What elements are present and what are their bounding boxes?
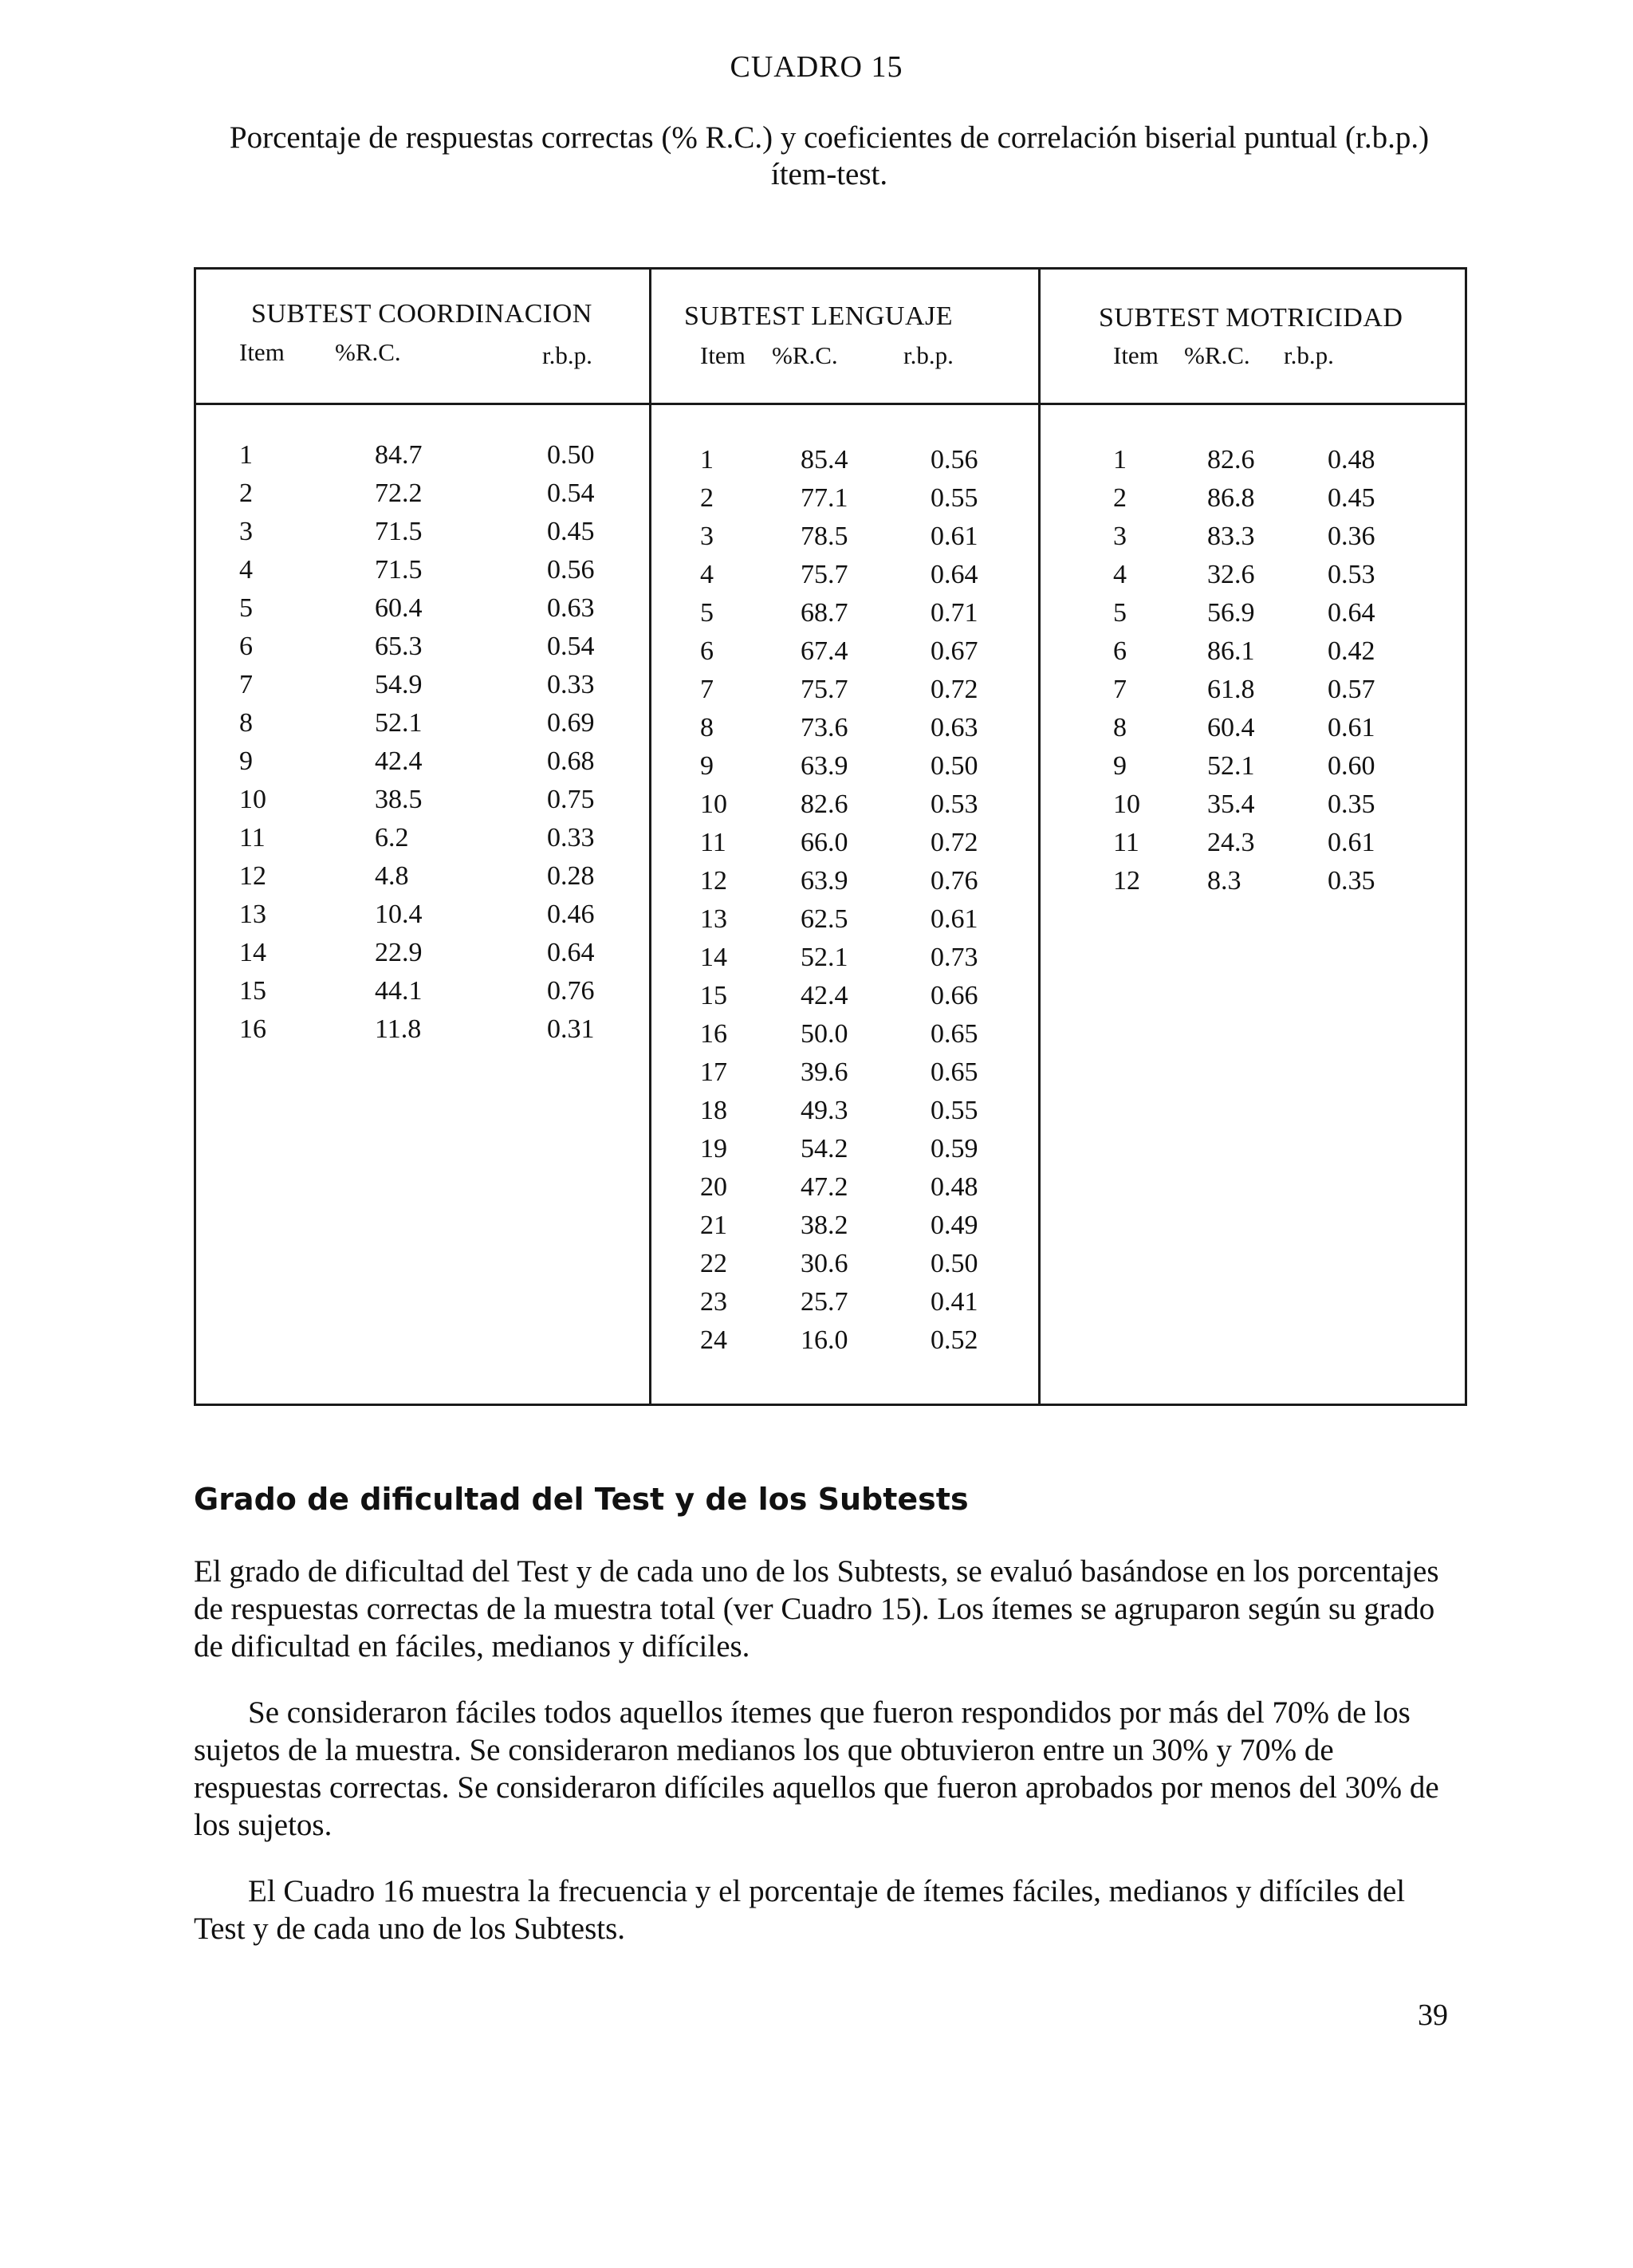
coordinacion-item-cell: 6 [239,632,253,661]
coordinacion-item-cell: 2 [239,478,253,508]
coordinacion-rbp-cell: 0.64 [547,938,595,967]
motricidad-rc-header: %R.C. [1184,341,1250,369]
lenguaje-item-cell: 22 [700,1249,727,1278]
motricidad-rc-cell: 82.6 [1207,445,1255,474]
motricidad-rc-cell: 35.4 [1207,789,1255,819]
motricidad-rc-cell: 86.8 [1207,483,1255,513]
lenguaje-item-cell: 7 [700,675,714,704]
motricidad-item-cell: 6 [1113,636,1127,666]
coordinacion-item-cell: 3 [239,517,253,546]
coordinacion-rc-cell: 11.8 [375,1014,422,1044]
lenguaje-item-cell: 19 [700,1134,727,1164]
lenguaje-rc-cell: 42.4 [801,981,848,1010]
lenguaje-item-cell: 9 [700,751,714,781]
lenguaje-item-cell: 17 [700,1057,727,1087]
coordinacion-rbp-cell: 0.45 [547,517,595,546]
coordinacion-rbp-cell: 0.54 [547,632,595,661]
lenguaje-rbp-cell: 0.64 [931,560,978,589]
lenguaje-item-cell: 15 [700,981,727,1010]
coordinacion-rc-cell: 71.5 [375,517,423,546]
coordinacion-item-cell: 8 [239,708,253,738]
lenguaje-item-cell: 5 [700,598,714,628]
motricidad-rbp-cell: 0.36 [1328,522,1375,551]
coordinacion-rbp-cell: 0.31 [547,1014,595,1044]
motricidad-rc-cell: 83.3 [1207,522,1255,551]
coordinacion-rc-cell: 4.8 [375,861,409,891]
coordinacion-item-cell: 7 [239,670,253,699]
coordinacion-rc-cell: 52.1 [375,708,423,738]
motricidad-rbp-cell: 0.35 [1328,789,1375,819]
section-heading: Grado de dificultad del Test y de los Subtests [194,1482,969,1517]
lenguaje-item-cell: 10 [700,789,727,819]
lenguaje-rc-cell: 75.7 [801,675,848,704]
coordinacion-item-cell: 14 [239,938,266,967]
coordinacion-rbp-cell: 0.46 [547,900,595,929]
lenguaje-item-cell: 14 [700,943,727,972]
lenguaje-rc-cell: 82.6 [801,789,848,819]
coordinacion-item-cell: 4 [239,555,253,585]
paragraph: Se consideraron fáciles todos aquellos ítemes que fueron respondidos por más del 70% de los sujetos de la muestra. Se consideraron medianos los que obtuvieron entre un 30% y 70% de respuestas correctas. Se consideraron difíciles aquellos que fueron aprobados por menos del 30% de los sujetos. [194,1695,1439,1842]
lenguaje-rbp-cell: 0.67 [931,636,978,666]
lenguaje-item-cell: 1 [700,445,714,474]
motricidad-rc-cell: 61.8 [1207,675,1255,704]
motricidad-rbp-cell: 0.61 [1328,713,1375,742]
lenguaje-item-cell: 8 [700,713,714,742]
lenguaje-rbp-cell: 0.59 [931,1134,978,1164]
subtest-lenguaje-title: SUBTEST LENGUAJE [684,301,953,331]
lenguaje-rc-cell: 62.5 [801,904,848,934]
lenguaje-rbp-cell: 0.50 [931,1249,978,1278]
motricidad-item-cell: 9 [1113,751,1127,781]
lenguaje-rbp-cell: 0.61 [931,904,978,934]
lenguaje-rbp-cell: 0.65 [931,1057,978,1087]
lenguaje-rc-cell: 77.1 [801,483,848,513]
coordinacion-item-cell: 15 [239,976,266,1006]
coordinacion-rc-cell: 38.5 [375,785,423,814]
lenguaje-rbp-cell: 0.53 [931,789,978,819]
lenguaje-item-cell: 24 [700,1325,727,1355]
coordinacion-item-cell: 13 [239,900,266,929]
coordinacion-rc-cell: 84.7 [375,440,423,470]
paragraph: El Cuadro 16 muestra la frecuencia y el porcentaje de ítemes fáciles, medianos y difíciles del Test y de cada uno de los Subtests. [194,1874,1406,1946]
lenguaje-item-cell: 12 [700,866,727,896]
motricidad-rc-cell: 86.1 [1207,636,1255,666]
coordinacion-rbp-cell: 0.33 [547,670,595,699]
coordinacion-rbp-cell: 0.69 [547,708,595,738]
coordinacion-item-cell: 5 [239,593,253,623]
motricidad-rbp-cell: 0.48 [1328,445,1375,474]
coordinacion-rc-cell: 71.5 [375,555,423,585]
table-title: CUADRO 15 [730,50,903,84]
lenguaje-rc-cell: 54.2 [801,1134,848,1164]
motricidad-item-cell: 4 [1113,560,1127,589]
lenguaje-rc-cell: 75.7 [801,560,848,589]
lenguaje-rbp-cell: 0.48 [931,1172,978,1202]
motricidad-rc-cell: 8.3 [1207,866,1241,896]
lenguaje-rc-cell: 49.3 [801,1096,848,1125]
lenguaje-rbp-cell: 0.55 [931,483,978,513]
coordinacion-item-cell: 10 [239,785,266,814]
lenguaje-rbp-cell: 0.76 [931,866,978,896]
motricidad-item-header: Item [1113,341,1159,369]
coordinacion-rbp-cell: 0.50 [547,440,595,470]
table-caption: Porcentaje de respuestas correctas (% R.C.) y coeficientes de correlación biserial puntual (r.b.p.) ítem-test. [229,120,1430,191]
motricidad-rc-cell: 32.6 [1207,560,1255,589]
coordinacion-rc-cell: 6.2 [375,823,409,852]
coordinacion-item-cell: 16 [239,1014,266,1044]
page-number: 39 [1418,1998,1448,2032]
lenguaje-rbp-cell: 0.41 [931,1287,978,1317]
coordinacion-item-cell: 1 [239,440,253,470]
coordinacion-rbp-cell: 0.76 [547,976,595,1006]
motricidad-item-cell: 3 [1113,522,1127,551]
coordinacion-rc-cell: 65.3 [375,632,423,661]
coordinacion-item-header: Item [239,338,285,366]
lenguaje-rbp-cell: 0.71 [931,598,978,628]
motricidad-item-cell: 8 [1113,713,1127,742]
coordinacion-rbp-cell: 0.56 [547,555,595,585]
motricidad-rbp-cell: 0.61 [1328,828,1375,857]
lenguaje-item-cell: 4 [700,560,714,589]
lenguaje-item-cell: 16 [700,1019,727,1049]
lenguaje-rc-cell: 16.0 [801,1325,848,1355]
lenguaje-rbp-cell: 0.49 [931,1211,978,1240]
coordinacion-rbp-cell: 0.63 [547,593,595,623]
lenguaje-item-cell: 2 [700,483,714,513]
lenguaje-rc-cell: 63.9 [801,751,848,781]
lenguaje-item-cell: 23 [700,1287,727,1317]
motricidad-item-cell: 7 [1113,675,1127,704]
lenguaje-rbp-cell: 0.52 [931,1325,978,1355]
coordinacion-rbp-cell: 0.33 [547,823,595,852]
motricidad-rc-cell: 24.3 [1207,828,1255,857]
lenguaje-rc-header: %R.C. [772,341,838,369]
motricidad-item-cell: 2 [1113,483,1127,513]
coordinacion-item-cell: 9 [239,746,253,776]
header-divider [194,403,1467,405]
lenguaje-rbp-cell: 0.55 [931,1096,978,1125]
paragraph: El grado de dificultad del Test y de cada uno de los Subtests, se evaluó basándose en los porcentajes de respuestas correctas de la muestra total (ver Cuadro 15). Los ítemes se agruparon según su grado de dificultad en fáciles, medianos y difíciles. [194,1554,1439,1664]
lenguaje-rc-cell: 47.2 [801,1172,848,1202]
lenguaje-item-header: Item [700,341,746,369]
lenguaje-rbp-header: r.b.p. [903,341,954,369]
lenguaje-rc-cell: 30.6 [801,1249,848,1278]
coordinacion-rc-cell: 54.9 [375,670,423,699]
lenguaje-item-cell: 21 [700,1211,727,1240]
lenguaje-item-cell: 11 [700,828,726,857]
lenguaje-rc-cell: 78.5 [801,522,848,551]
motricidad-item-cell: 1 [1113,445,1127,474]
coordinacion-rbp-cell: 0.28 [547,861,595,891]
coordinacion-rbp-cell: 0.68 [547,746,595,776]
lenguaje-rbp-cell: 0.73 [931,943,978,972]
coordinacion-rc-header: %R.C. [335,338,401,366]
lenguaje-rc-cell: 50.0 [801,1019,848,1049]
lenguaje-rbp-cell: 0.61 [931,522,978,551]
motricidad-rbp-cell: 0.60 [1328,751,1375,781]
motricidad-rbp-cell: 0.42 [1328,636,1375,666]
motricidad-rbp-cell: 0.35 [1328,866,1375,896]
lenguaje-rc-cell: 67.4 [801,636,848,666]
subtest-coordinacion-title: SUBTEST COORDINACION [251,299,592,329]
lenguaje-rbp-cell: 0.65 [931,1019,978,1049]
lenguaje-rc-cell: 66.0 [801,828,848,857]
motricidad-rbp-cell: 0.64 [1328,598,1375,628]
motricidad-item-cell: 11 [1113,828,1139,857]
motricidad-item-cell: 12 [1113,866,1140,896]
coordinacion-rc-cell: 22.9 [375,938,423,967]
lenguaje-rbp-cell: 0.72 [931,675,978,704]
coordinacion-item-cell: 12 [239,861,266,891]
motricidad-item-cell: 5 [1113,598,1127,628]
lenguaje-item-cell: 6 [700,636,714,666]
lenguaje-item-cell: 13 [700,904,727,934]
motricidad-item-cell: 10 [1113,789,1140,819]
coordinacion-rbp-header: r.b.p. [542,341,592,369]
motricidad-rc-cell: 60.4 [1207,713,1255,742]
coordinacion-rc-cell: 10.4 [375,900,423,929]
subtest-motricidad-title: SUBTEST MOTRICIDAD [1099,303,1403,333]
coordinacion-rbp-cell: 0.75 [547,785,595,814]
coordinacion-item-cell: 11 [239,823,266,852]
lenguaje-rc-cell: 63.9 [801,866,848,896]
coordinacion-rc-cell: 72.2 [375,478,423,508]
coordinacion-rbp-cell: 0.54 [547,478,595,508]
motricidad-rbp-cell: 0.53 [1328,560,1375,589]
coordinacion-rc-cell: 44.1 [375,976,423,1006]
lenguaje-rc-cell: 52.1 [801,943,848,972]
lenguaje-rbp-cell: 0.66 [931,981,978,1010]
lenguaje-rc-cell: 25.7 [801,1287,848,1317]
motricidad-rbp-cell: 0.57 [1328,675,1375,704]
lenguaje-rc-cell: 73.6 [801,713,848,742]
lenguaje-rbp-cell: 0.63 [931,713,978,742]
lenguaje-item-cell: 20 [700,1172,727,1202]
lenguaje-rc-cell: 38.2 [801,1211,848,1240]
motricidad-rc-cell: 56.9 [1207,598,1255,628]
column-divider [649,267,651,1406]
lenguaje-rc-cell: 85.4 [801,445,848,474]
motricidad-rbp-cell: 0.45 [1328,483,1375,513]
coordinacion-rc-cell: 60.4 [375,593,423,623]
lenguaje-rbp-cell: 0.56 [931,445,978,474]
lenguaje-rc-cell: 39.6 [801,1057,848,1087]
motricidad-rc-cell: 52.1 [1207,751,1255,781]
lenguaje-item-cell: 3 [700,522,714,551]
lenguaje-rc-cell: 68.7 [801,598,848,628]
lenguaje-rbp-cell: 0.72 [931,828,978,857]
lenguaje-rbp-cell: 0.50 [931,751,978,781]
column-divider [1038,267,1041,1406]
lenguaje-item-cell: 18 [700,1096,727,1125]
motricidad-rbp-header: r.b.p. [1284,341,1334,369]
coordinacion-rc-cell: 42.4 [375,746,423,776]
